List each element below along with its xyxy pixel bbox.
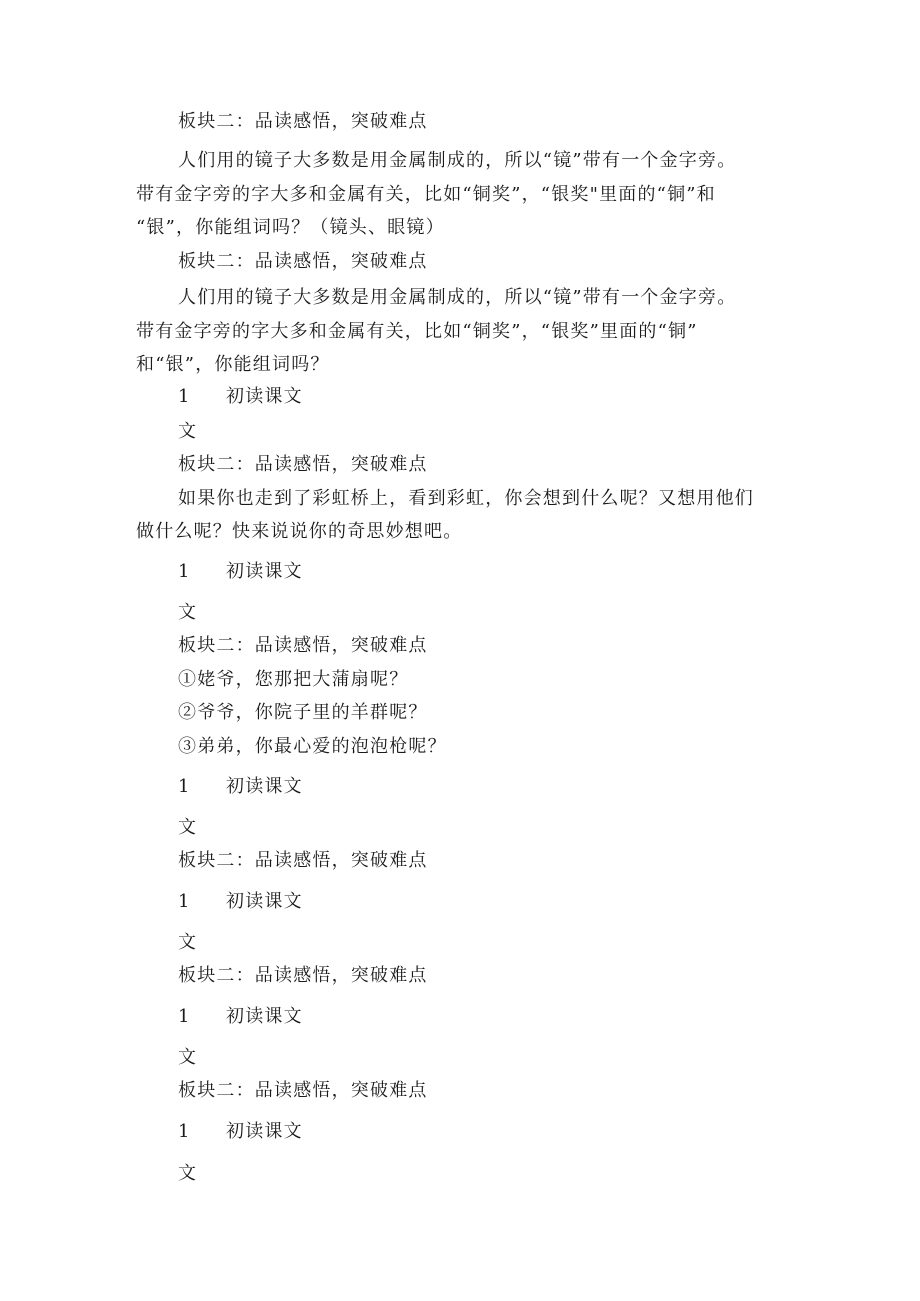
paragraph-line: “银”，你能组词吗？（镜头、眼镜） (136, 217, 445, 238)
paragraph-line: 做什么呢？快来说说你的奇思妙想吧。 (136, 521, 463, 542)
section-heading: 板块二：品读感悟，突破难点 (178, 1080, 428, 1101)
item-text: 初读课文 (226, 386, 303, 407)
item-text: 初读课文 (226, 1121, 303, 1142)
paragraph-line: 带有金字旁的字大多和金属有关，比如“铜奖”，“银奖”里面的“铜” (136, 321, 698, 342)
numbered-item (178, 775, 303, 799)
item-text: 初读课文 (226, 891, 303, 912)
paragraph-line: 如果你也走到了彩虹桥上，看到彩虹，你会想到什么呢？又想用他们 (178, 488, 754, 509)
numbered-item (178, 1005, 303, 1029)
item-number: 1 (178, 561, 191, 582)
item-number: 1 (178, 1006, 191, 1027)
item-number: 1 (178, 891, 191, 912)
item-text: 初读课文 (226, 776, 303, 797)
numbered-item (178, 890, 303, 914)
text-line: 文 (178, 1047, 198, 1068)
question-line: ③弟弟，你最心爱的泡泡枪呢？ (178, 736, 447, 757)
item-number: 1 (178, 1121, 191, 1142)
item-text: 初读课文 (226, 1006, 303, 1027)
text-line: 文 (178, 1163, 198, 1184)
question-line: ②爷爷，你院子里的羊群呢？ (178, 702, 428, 723)
section-heading: 板块二：品读感悟，突破难点 (178, 111, 428, 132)
section-heading: 板块二：品读感悟，突破难点 (178, 454, 428, 475)
paragraph-line: 人们用的镜子大多数是用金属制成的，所以“镜”带有一个金字旁。 (178, 150, 737, 171)
section-heading: 板块二：品读感悟，突破难点 (178, 635, 428, 656)
numbered-item (178, 385, 303, 409)
paragraph-line: 和“银”，你能组词吗？ (136, 354, 330, 375)
text-line: 文 (178, 817, 198, 838)
question-line: ①姥爷，您那把大蒲扇呢？ (178, 669, 409, 690)
section-heading: 板块二：品读感悟，突破难点 (178, 965, 428, 986)
text-line: 文 (178, 932, 198, 953)
text-line: 文 (178, 421, 198, 442)
paragraph-line: 人们用的镜子大多数是用金属制成的，所以“镜”带有一个金字旁。 (178, 287, 737, 308)
text-line: 文 (178, 602, 198, 623)
numbered-item (178, 1120, 303, 1144)
item-number: 1 (178, 776, 191, 797)
section-heading: 板块二：品读感悟，突破难点 (178, 850, 428, 871)
item-text: 初读课文 (226, 561, 303, 582)
item-number: 1 (178, 386, 191, 407)
section-heading: 板块二：品读感悟，突破难点 (178, 251, 428, 272)
paragraph-line: 带有金字旁的字大多和金属有关，比如“铜奖”，“银奖"里面的“铜”和 (136, 184, 716, 205)
numbered-item (178, 560, 303, 584)
